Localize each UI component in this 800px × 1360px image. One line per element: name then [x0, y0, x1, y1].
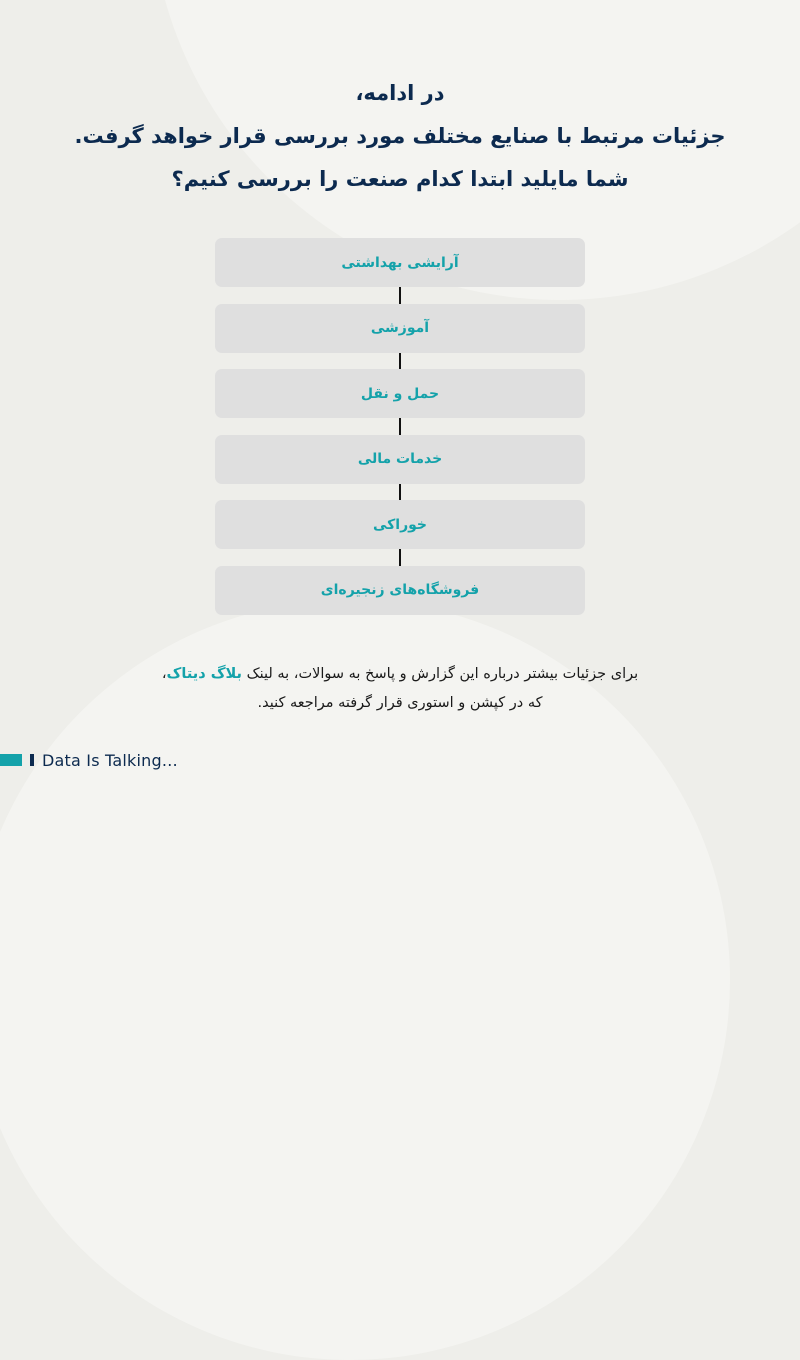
- title-line-3: شما مایلید ابتدا کدام صنعت را بررسی کنیم؟: [171, 167, 629, 191]
- option-label: آرایشی بهداشتی: [341, 254, 459, 271]
- footer-text-after: ،: [161, 666, 167, 682]
- title-line-2: جزئیات مرتبط با صنایع مختلف مورد بررسی قرار خواهد گرفت.: [74, 124, 726, 148]
- option-financial-services-button[interactable]: [215, 435, 585, 484]
- option-cosmetics-button[interactable]: [215, 238, 585, 287]
- connector-line: [399, 418, 401, 435]
- brand-accent-icon: [30, 754, 34, 766]
- option-label: خوراکی: [372, 516, 428, 533]
- option-wrapper: [215, 566, 585, 632]
- page-title: [0, 72, 800, 201]
- footer-line-1: [0, 660, 800, 689]
- option-education-button[interactable]: [215, 304, 585, 353]
- title-line-1: در ادامه،: [355, 81, 445, 105]
- option-food-button[interactable]: [215, 500, 585, 549]
- connector-line: [399, 484, 401, 501]
- option-label: خدمات مالی: [357, 451, 443, 467]
- footer-line-2: که در کپشن و استوری قرار گرفته مراجعه کنید.: [257, 695, 543, 711]
- industry-options: [215, 238, 585, 631]
- option-wrapper: [215, 435, 585, 501]
- option-wrapper: [215, 369, 585, 435]
- blog-link[interactable]: بلاگ دیتاک: [166, 666, 242, 682]
- option-transportation-button[interactable]: [215, 369, 585, 418]
- footer-note: [0, 660, 800, 718]
- connector-line: [399, 353, 401, 370]
- connector-line: [399, 549, 401, 566]
- brand-text: Data Is Talking…: [42, 750, 179, 770]
- option-chain-stores-button[interactable]: [215, 566, 585, 615]
- option-label: فروشگاه‌های زنجیره‌ای: [320, 582, 480, 598]
- connector-line: [399, 287, 401, 304]
- option-label: حمل و نقل: [360, 385, 440, 402]
- option-wrapper: [215, 304, 585, 370]
- option-label: آموزشی: [370, 320, 430, 336]
- option-wrapper: [215, 238, 585, 304]
- option-wrapper: [215, 500, 585, 566]
- brand-footer: [0, 749, 178, 771]
- footer-text-before: برای جزئیات بیشتر درباره این گزارش و پاسخ به سوالات، به لینک: [242, 666, 639, 682]
- brand-bar-icon: [0, 754, 22, 766]
